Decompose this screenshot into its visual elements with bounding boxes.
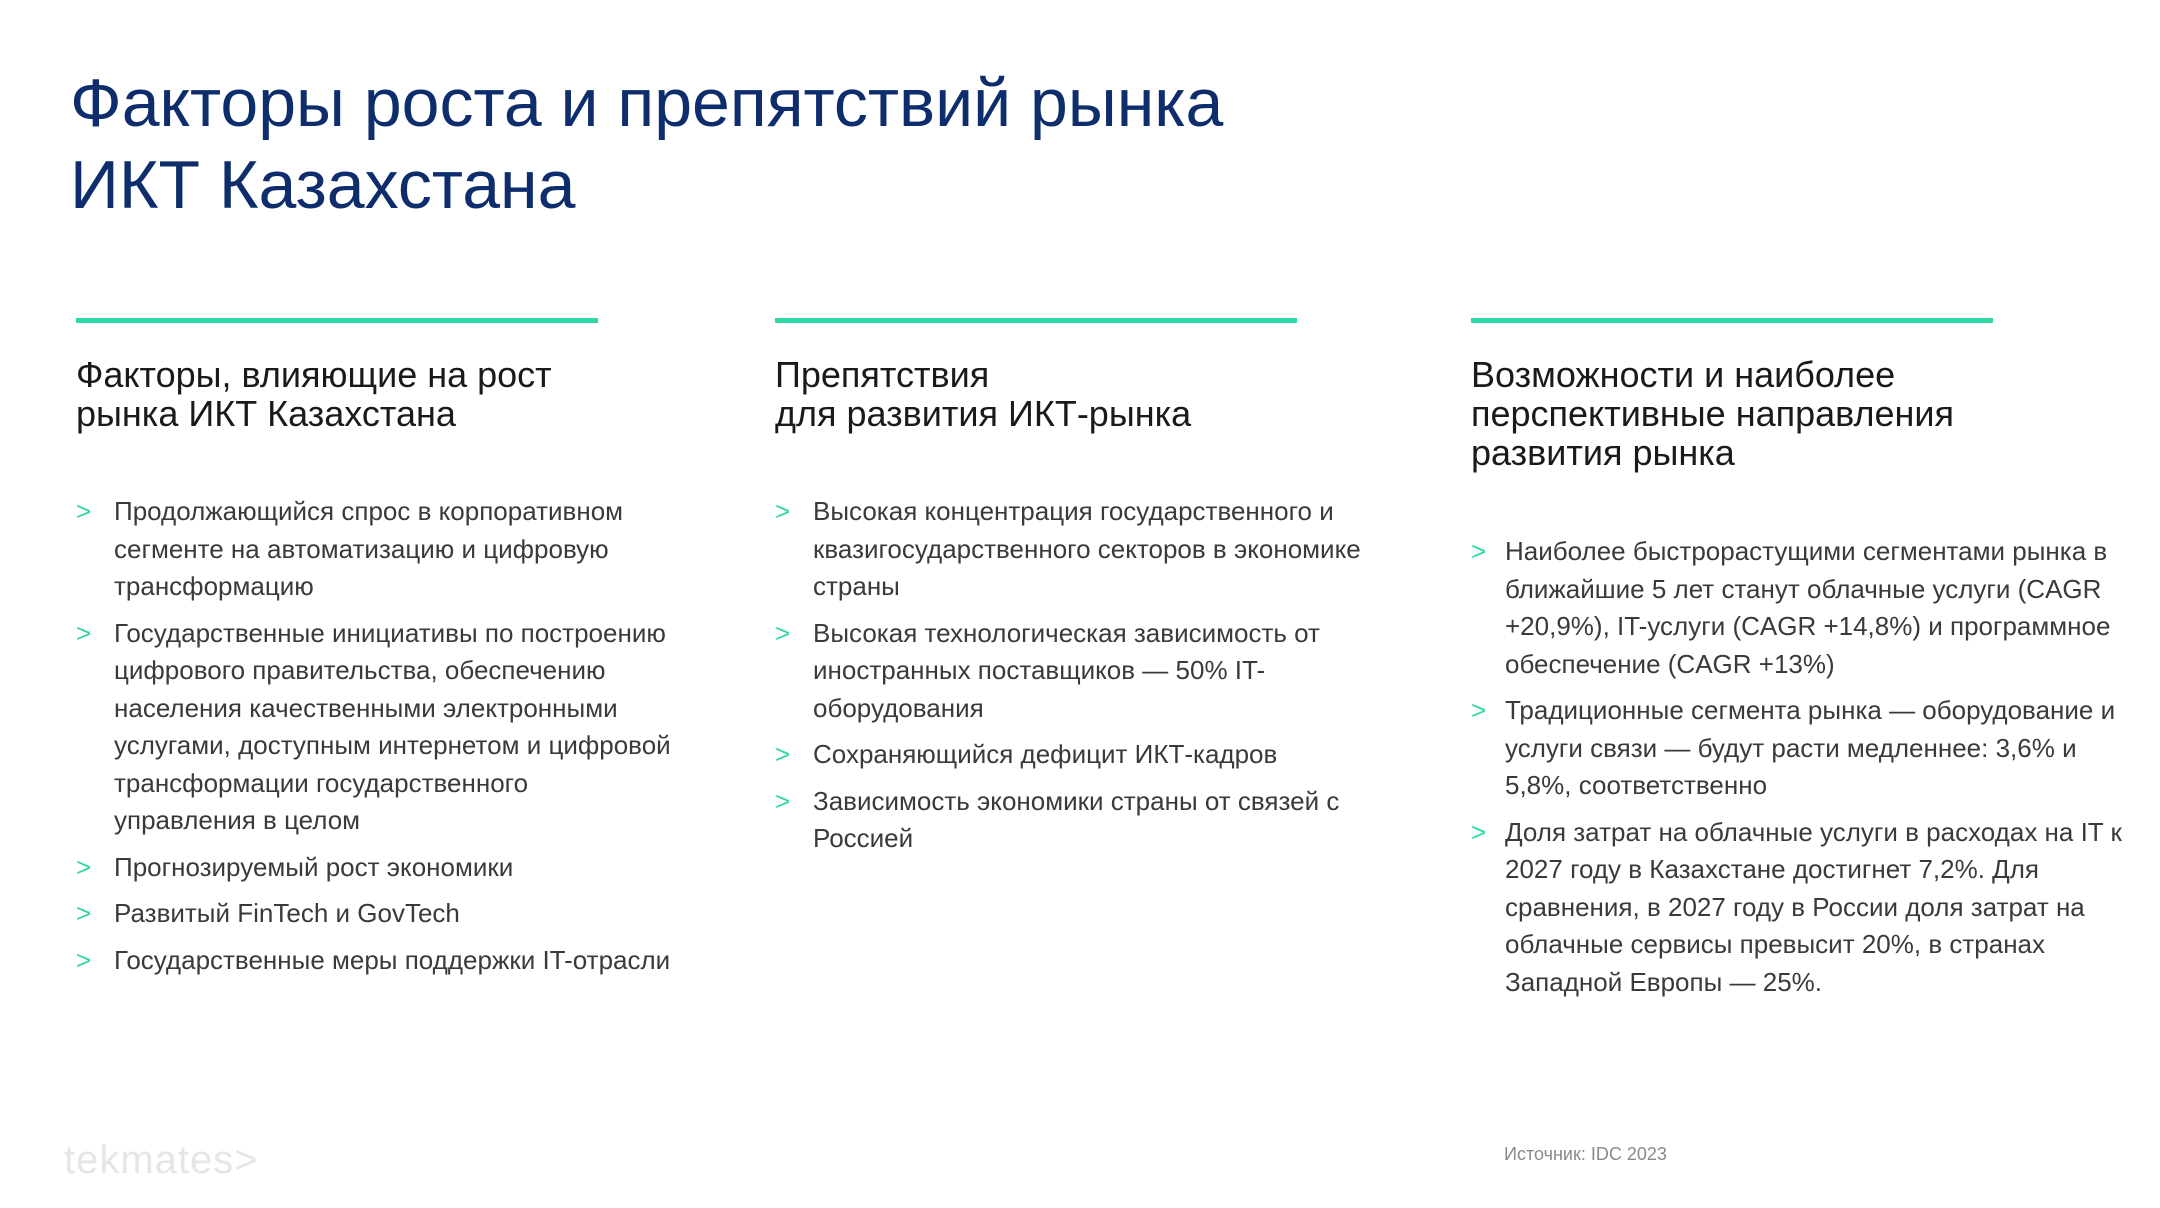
list-item-text: Наиболее быстрорастущими сегментами рынка в ближайшие 5 лет станут облачные услуги (CAGR +20,9%), IT-услуги (CAGR +14,8%) и программное обеспечение (CAGR +13%) [1505,536,2111,679]
list-item-text: Зависимость экономики страны от связей с Россией [813,785,1340,853]
column-heading-line: развития рынка [1471,432,1735,473]
list-item [76,849,676,887]
column-heading-line: для развития ИКТ-рынка [775,393,1192,434]
chevron-right-icon: > [775,739,791,769]
list-item [775,493,1375,606]
column-heading [76,355,676,433]
page-title [70,62,1570,226]
accent-divider [76,318,598,323]
column-obstacles [775,318,1375,867]
list-item-text: Высокая концентрация государственного и квазигосударственного секторов в экономике страны [813,496,1361,601]
source-note: Источник: IDC 2023 [1504,1144,1667,1164]
list-item-text: Развитый FinTech и GovTech [114,898,460,928]
list-item [1471,692,2131,805]
list-item [76,493,676,606]
list-item [76,942,676,980]
bullet-list [775,493,1375,858]
page-title-line-1: Факторы роста и препятствий рынка [70,65,1224,141]
chevron-right-icon: > [76,944,92,975]
column-heading-line: Препятствия [775,354,990,395]
list-item [775,615,1375,728]
list-item-text: Высокая технологическая зависимость от иностранных поставщиков — 50% IT-оборудования [813,617,1320,723]
tekmates-logo: tekmates> [64,1138,259,1182]
column-heading [775,355,1375,433]
list-item-text: Традиционные сегмента рынка — оборудование и услуги связи — будут расти медленнее: 3,6% и 5,8%, соответственно [1505,695,2116,800]
column-opportunities [1471,318,2131,1010]
list-item-text: Продолжающийся спрос в корпоративном сегменте на автоматизацию и цифровую трансформацию [114,496,624,601]
column-growth-factors [76,318,676,988]
list-item [1471,814,2131,1002]
list-item-text: Прогнозируемый рост экономики [114,851,514,882]
column-heading-line: Возможности и наиболее [1471,354,1896,395]
list-item [775,783,1375,858]
chevron-right-icon: > [775,785,791,816]
list-item-text: Государственные инициативы по построению цифрового правительства, обеспечению населения качественными электронными услугами, доступным интернетом и цифровой трансформации государственного управления в целом [114,617,671,835]
page-title-line-2: ИКТ Казахстана [70,147,576,223]
chevron-right-icon: > [775,496,791,526]
column-heading-line: рынка ИКТ Казахстана [76,393,456,434]
chevron-right-icon: > [1471,536,1487,566]
column-heading-line: перспективные направления [1471,393,1954,434]
chevron-right-icon: > [76,496,92,526]
accent-divider [1471,318,1993,323]
list-item [76,615,676,840]
chevron-right-icon: > [1471,695,1487,725]
chevron-right-icon: > [1471,816,1487,847]
column-heading [1471,355,2131,472]
list-item [1471,533,2131,683]
list-item-text: Сохраняющийся дефицит ИКТ-кадров [813,739,1278,769]
chevron-right-icon: > [76,851,92,882]
column-heading-line: Факторы, влияющие на рост [76,354,552,395]
list-item-text: Государственные меры поддержки IT-отрасли [114,944,671,975]
bullet-list [76,493,676,979]
list-item-text: Доля затрат на облачные услуги в расходах на IT к 2027 году в Казахстане достигнет 7,2%. Для сравнения, в 2027 году в России доля затрат на облачные сервисы превысит 20%, в странах Западной Европы — 25%. [1505,816,2122,997]
chevron-right-icon: > [76,898,92,928]
chevron-right-icon: > [775,617,791,648]
chevron-right-icon: > [76,617,92,648]
list-item [76,895,676,933]
accent-divider [775,318,1297,323]
bullet-list [1471,533,2131,1001]
list-item [775,736,1375,774]
